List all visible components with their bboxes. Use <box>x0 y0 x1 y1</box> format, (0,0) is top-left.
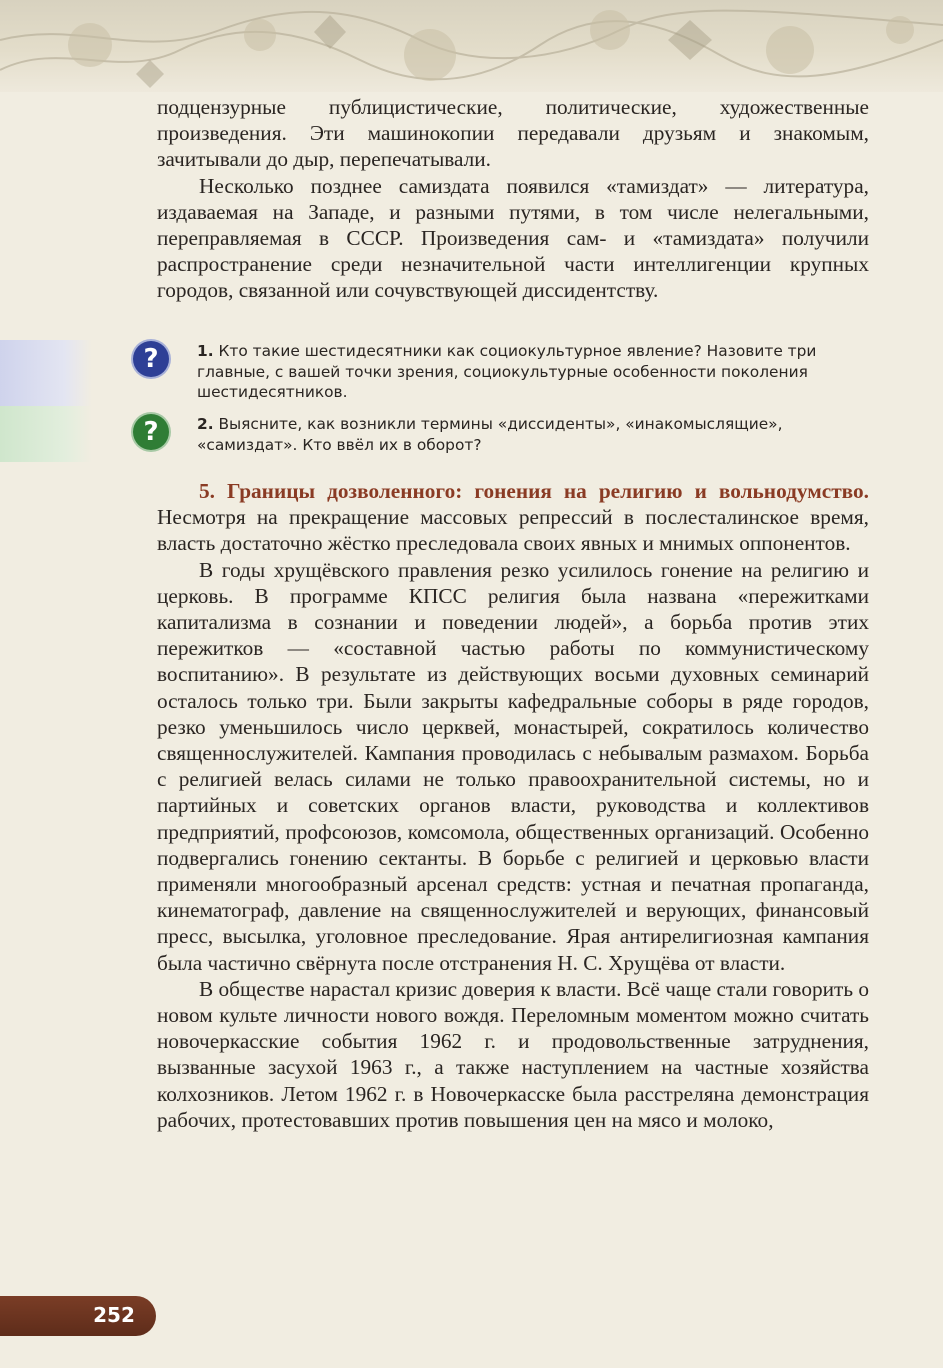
section-5-paragraph-2: В обществе нарастал кризис доверия к власти. Всё чаще стали говорить о новом культе личности нового вождя. Переломным моментом можно считать новочеркасские события 1962 г. и продовольственные затруднения, вызванные засухой 1963 г., а также наступлением на частные хозяйства колхозников. Летом 1962 г. в Новочеркасске была расстреляна демонстрация рабочих, протестовавших против повышения цен на мясо и молоко, <box>157 976 869 1132</box>
side-tab-green <box>0 406 92 462</box>
question-2-number: 2. <box>197 415 214 433</box>
page-number: 252 <box>93 1303 135 1327</box>
section-5-text <box>157 478 869 1133</box>
section-5-lead-paragraph <box>157 478 869 557</box>
question-1 <box>197 341 869 403</box>
question-2-text: Выясните, как возникли термины «диссиденты», «инакомыслящие», «самиздат». Кто ввёл их в оборот? <box>197 415 783 454</box>
section-5-lead: Несмотря на прекращение массовых репрессий в послесталинское время, власть достаточно жёстко преследовала своих явных и мнимых оппонентов. <box>157 505 869 556</box>
section-5-heading: 5. Границы дозволенного: гонения на религию и вольнодумство. <box>199 479 869 503</box>
section-5-paragraph-1: В годы хрущёвского правления резко усилилось гонение на религию и церковь. В программе КПСС религия была названа «пережитками капитализма в сознании и поведении людей», а борьба против этих пережитков — «составной частью работы по коммунистическому воспитанию». В результате из действующих восьми духовных семинарий осталось только три. Были закрыты кафедральные соборы в ряде городов, резко уменьшилось число церквей, монастырей, сократилось количество священнослужителей. Кампания проводилась с небывалым размахом. Борьба с религией велась силами не только правоохранительной системы, но и партийных и советских органов власти, руководства и коллективов предприятий, профсоюзов, комсомола, общественных организаций. Особенно подвергались гонению сектанты. В борьбе с религией и церковью власти применяли многообразный арсенал средств: устная и печатная пропаганда, кинематограф, давление на священнослужителей и верующих, финансовый пресс, высылка, уголовное преследование. Ярая антирелигиозная кампания была частично свёрнута после отстранения Н. С. Хрущёва от власти. <box>157 557 869 975</box>
question-mark-icon: ? <box>133 341 169 377</box>
side-tab-blue <box>0 340 92 406</box>
question-2 <box>197 414 869 455</box>
question-1-text: Кто такие шестидесятники как социокультурное явление? Назовите три главные, с вашей точки зрения, социокультурные особенности поколения шестидесятников. <box>197 342 817 402</box>
header-ornament-icon <box>0 0 943 92</box>
intro-paragraph-2: Несколько позднее самиздата появился «тамиздат» — литература, издаваемая на Западе, и разными путями, в том числе нелегальными, переправляемая в СССР. Произведения сам- и «тамиздата» получили распространение среди незначительной части интеллигенции крупных городов, связанной или сочувствующей диссидентству. <box>157 173 869 303</box>
intro-paragraph-1: подцензурные публицистические, политические, художественные произведения. Эти машинокопии передавали друзьям и знакомым, зачитывали до дыр, перепечатывали. <box>157 95 869 172</box>
intro-text <box>157 94 869 304</box>
decorative-header-band <box>0 0 943 92</box>
question-1-number: 1. <box>197 342 214 360</box>
question-mark-icon: ? <box>133 414 169 450</box>
